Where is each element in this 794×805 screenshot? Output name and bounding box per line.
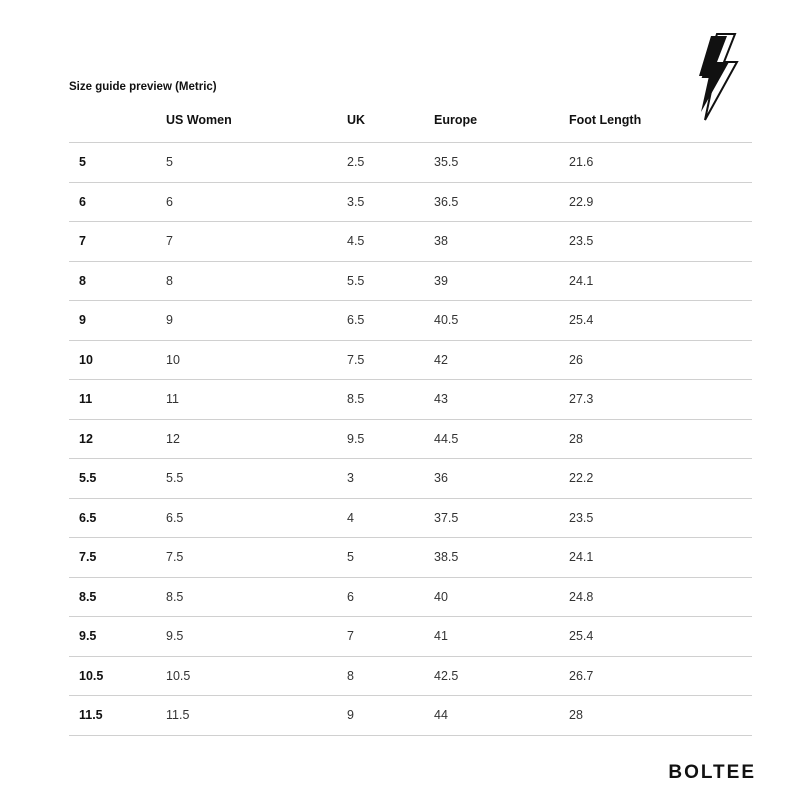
europe-cell: 35.5	[424, 143, 559, 183]
size-cell: 7.5	[69, 538, 156, 578]
size-cell: 7	[69, 222, 156, 262]
us-women-cell: 5.5	[156, 459, 337, 499]
foot-length-cell: 25.4	[559, 617, 752, 657]
uk-cell: 6	[337, 577, 424, 617]
europe-cell: 42.5	[424, 656, 559, 696]
europe-cell: 43	[424, 380, 559, 420]
us-women-cell: 11	[156, 380, 337, 420]
us-women-cell: 6	[156, 182, 337, 222]
size-cell: 9	[69, 301, 156, 341]
foot-length-cell: 25.4	[559, 301, 752, 341]
uk-cell: 4.5	[337, 222, 424, 262]
table-header-row	[69, 98, 752, 143]
uk-cell: 4	[337, 498, 424, 538]
size-cell: 5.5	[69, 459, 156, 499]
uk-cell: 3.5	[337, 182, 424, 222]
uk-cell: 9	[337, 696, 424, 736]
us-women-cell: 10.5	[156, 656, 337, 696]
europe-cell: 41	[424, 617, 559, 657]
foot-length-cell: 22.9	[559, 182, 752, 222]
table-row	[69, 696, 752, 736]
europe-cell: 36	[424, 459, 559, 499]
size-cell: 8	[69, 261, 156, 301]
foot-length-cell: 23.5	[559, 498, 752, 538]
foot-length-cell: 24.1	[559, 261, 752, 301]
europe-cell: 39	[424, 261, 559, 301]
foot-length-cell: 23.5	[559, 222, 752, 262]
size-cell: 11	[69, 380, 156, 420]
uk-cell: 5.5	[337, 261, 424, 301]
uk-cell: 8	[337, 656, 424, 696]
size-cell: 10	[69, 340, 156, 380]
europe-cell: 36.5	[424, 182, 559, 222]
us-women-cell: 9	[156, 301, 337, 341]
uk-cell: 7	[337, 617, 424, 657]
us-women-cell: 11.5	[156, 696, 337, 736]
us-women-cell: 6.5	[156, 498, 337, 538]
europe-cell: 44	[424, 696, 559, 736]
foot-length-cell: 28	[559, 696, 752, 736]
table-row	[69, 182, 752, 222]
foot-length-cell: 26	[559, 340, 752, 380]
table-row	[69, 222, 752, 262]
size-cell: 6.5	[69, 498, 156, 538]
size-cell: 8.5	[69, 577, 156, 617]
size-cell: 6	[69, 182, 156, 222]
europe-cell: 38	[424, 222, 559, 262]
us-women-cell: 12	[156, 419, 337, 459]
column-header-europe: Europe	[424, 98, 559, 143]
table-row	[69, 380, 752, 420]
us-women-cell: 5	[156, 143, 337, 183]
uk-cell: 3	[337, 459, 424, 499]
size-cell: 10.5	[69, 656, 156, 696]
uk-cell: 9.5	[337, 419, 424, 459]
table-row	[69, 656, 752, 696]
size-cell: 5	[69, 143, 156, 183]
table-row	[69, 301, 752, 341]
foot-length-cell: 22.2	[559, 459, 752, 499]
uk-cell: 2.5	[337, 143, 424, 183]
column-header-uk: UK	[337, 98, 424, 143]
europe-cell: 37.5	[424, 498, 559, 538]
foot-length-cell: 24.8	[559, 577, 752, 617]
foot-length-cell: 21.6	[559, 143, 752, 183]
europe-cell: 40	[424, 577, 559, 617]
uk-cell: 6.5	[337, 301, 424, 341]
table-row	[69, 419, 752, 459]
column-header-us-women: US Women	[156, 98, 337, 143]
table-row	[69, 459, 752, 499]
us-women-cell: 7.5	[156, 538, 337, 578]
us-women-cell: 10	[156, 340, 337, 380]
uk-cell: 5	[337, 538, 424, 578]
table-row	[69, 617, 752, 657]
column-header-foot-length: Foot Length	[559, 98, 752, 143]
table-row	[69, 340, 752, 380]
column-header-size	[69, 98, 156, 143]
table-row	[69, 498, 752, 538]
size-cell: 9.5	[69, 617, 156, 657]
uk-cell: 8.5	[337, 380, 424, 420]
table-row	[69, 577, 752, 617]
europe-cell: 40.5	[424, 301, 559, 341]
uk-cell: 7.5	[337, 340, 424, 380]
us-women-cell: 8	[156, 261, 337, 301]
us-women-cell: 7	[156, 222, 337, 262]
europe-cell: 44.5	[424, 419, 559, 459]
europe-cell: 38.5	[424, 538, 559, 578]
page-title: Size guide preview (Metric)	[69, 81, 217, 93]
size-cell: 11.5	[69, 696, 156, 736]
us-women-cell: 9.5	[156, 617, 337, 657]
size-cell: 12	[69, 419, 156, 459]
table-row	[69, 261, 752, 301]
foot-length-cell: 28	[559, 419, 752, 459]
foot-length-cell: 26.7	[559, 656, 752, 696]
europe-cell: 42	[424, 340, 559, 380]
brand-logo-text: BOLTEE	[668, 762, 756, 783]
foot-length-cell: 27.3	[559, 380, 752, 420]
table-row	[69, 143, 752, 183]
size-guide-table	[69, 98, 752, 736]
us-women-cell: 8.5	[156, 577, 337, 617]
foot-length-cell: 24.1	[559, 538, 752, 578]
table-row	[69, 538, 752, 578]
